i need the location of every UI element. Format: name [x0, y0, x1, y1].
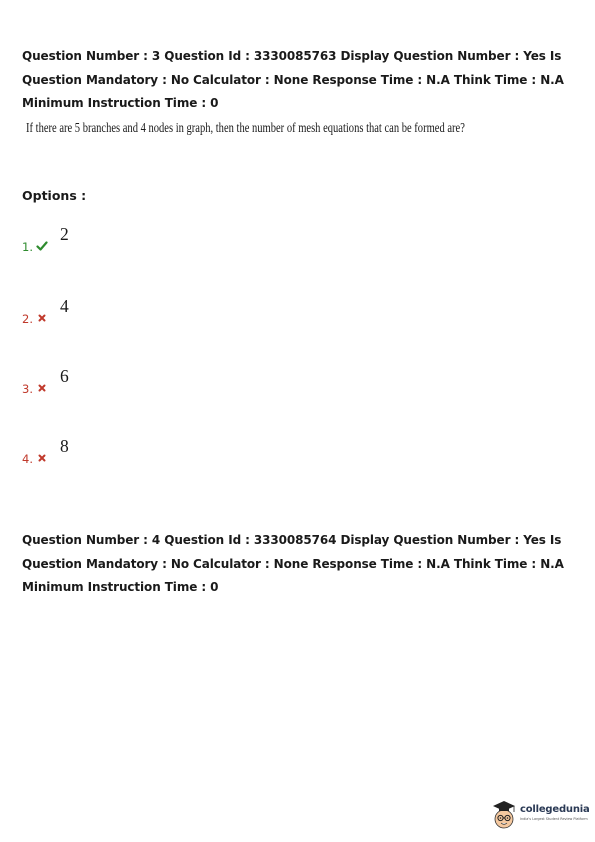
- option-2: [22, 296, 142, 326]
- cross-icon: [36, 312, 48, 324]
- option-1: [22, 224, 142, 254]
- option-value: 8: [60, 436, 69, 456]
- option-value: 2: [60, 224, 69, 244]
- option-number: 3.: [22, 382, 33, 396]
- logo-tagline: India's Largest Student Review Platform: [520, 817, 588, 821]
- option-number: 1.: [22, 240, 33, 254]
- question-3-text: If there are 5 branches and 4 nodes in graph, then the number of mesh equations that can be formed are?: [26, 120, 465, 135]
- student-mascot-icon: [489, 797, 519, 831]
- option-4: [22, 436, 142, 466]
- collegedunia-logo: [489, 797, 589, 831]
- options-label: Options :: [22, 188, 87, 203]
- check-icon: [36, 240, 48, 252]
- option-value: 6: [60, 366, 69, 386]
- option-value: 4: [60, 296, 69, 316]
- option-number: 4.: [22, 452, 33, 466]
- cross-icon: [36, 382, 48, 394]
- option-number: 2.: [22, 312, 33, 326]
- question-3-meta: Question Number : 3 Question Id : 3330085763 Display Question Number : Yes Is Question Mandatory : No Calculator : None Response Time : N.A Think Time : N.A Minimum Instruction Time : 0: [22, 49, 564, 110]
- logo-wordmark: collegedunia: [520, 804, 590, 815]
- cross-icon: [36, 452, 48, 464]
- question-4-meta: Question Number : 4 Question Id : 3330085764 Display Question Number : Yes Is Question Mandatory : No Calculator : None Response Time : N.A Think Time : N.A Minimum Instruction Time : 0: [22, 533, 564, 594]
- option-3: [22, 366, 142, 396]
